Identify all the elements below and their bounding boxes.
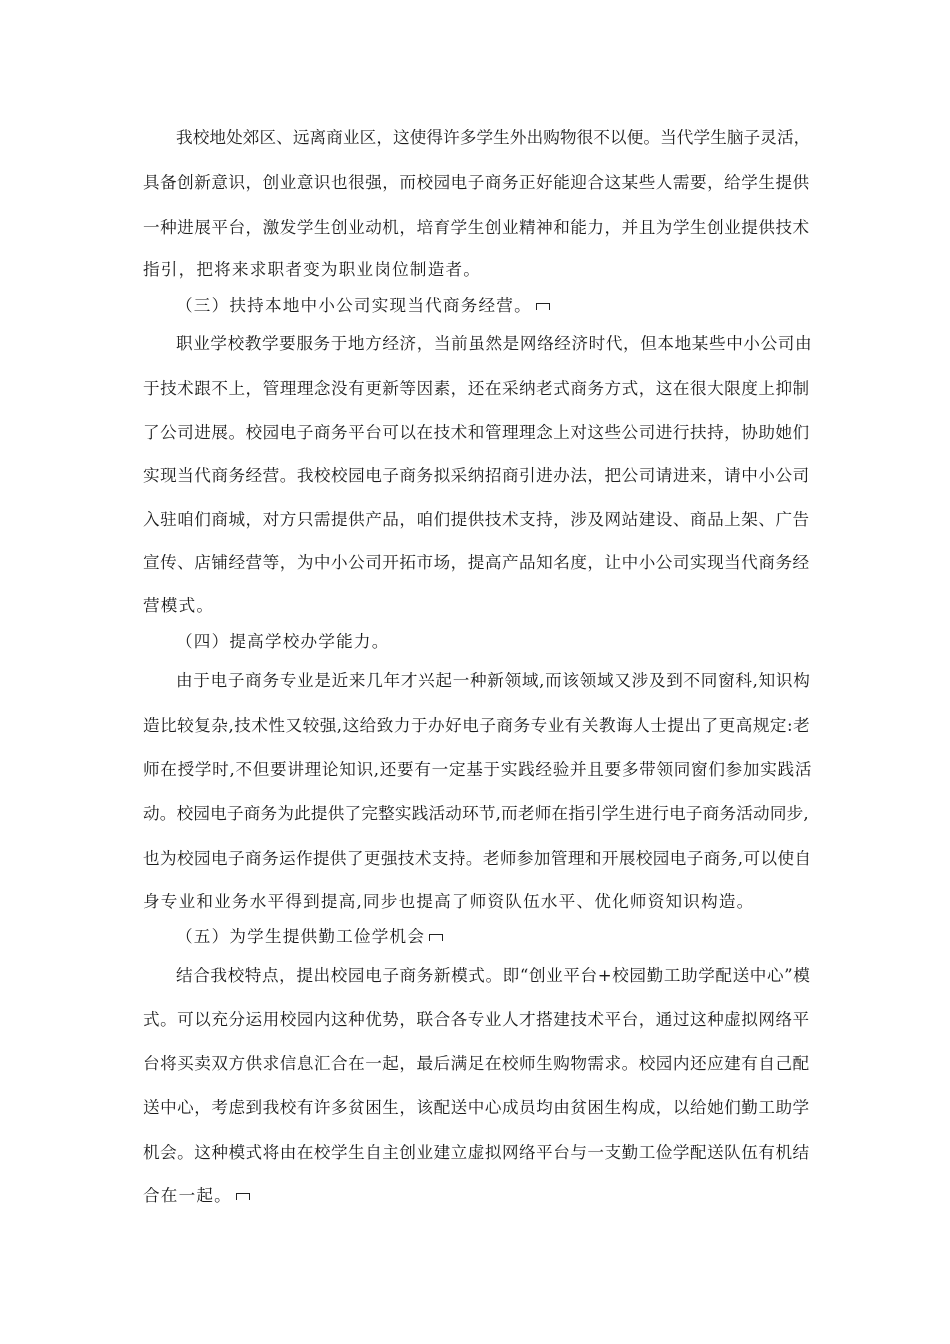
paragraph-line: 实现当代商务经营。我校校园电子商务拟采纳招商引进办法，把公司请进来，请中小公司 [143, 466, 810, 485]
paragraph-line: 机会。这种模式将由在校学生自主创业建立虚拟网络平台与一支勤工俭学配送队伍有机结 [143, 1143, 810, 1162]
paragraph-line: 由于电子商务专业是近来几年才兴起一种新领域,而该领域又涉及到不同窗科,知识构 [176, 671, 811, 690]
paragraph-line: 身专业和业务水平得到提高,同步也提高了师资队伍水平、优化师资知识构造。 [143, 892, 755, 911]
section-heading-5 [176, 927, 443, 947]
paragraph-line: 动。校园电子商务为此提供了完整实践活动环节,而老师在指引学生进行电子商务活动同步, [143, 804, 809, 823]
paragraph-mark-icon [536, 303, 550, 310]
paragraph-line: 式。可以充分运用校园内这种优势，联合各专业人才搭建技术平台，通过这种虚拟网络平 [143, 1010, 810, 1029]
paragraph-line: 于技术跟不上，管理理念没有更新等因素，还在采纳老式商务方式，这在很大限度上抑制 [143, 379, 810, 398]
paragraph-line: 结合我校特点，提出校园电子商务新模式。即“创业平台+校园勤工助学配送中心”模 [176, 966, 811, 985]
paragraph-line: 台将买卖双方供求信息汇合在一起，最后满足在校师生购物需求。校园内还应建有自己配 [143, 1054, 810, 1073]
paragraph-line: 我校地处郊区、远离商业区，这使得许多学生外出购物很不以便。当代学生脑子灵活， [176, 128, 811, 147]
heading-text: （三）扶持本地中小公司实现当代商务经营。 [176, 296, 532, 315]
paragraph-line: 入驻咱们商城，对方只需提供产品，咱们提供技术支持，涉及网站建设、商品上架、广告 [143, 510, 810, 529]
paragraph-line: 了公司进展。校园电子商务平台可以在技术和管理理念上对这些公司进行扶持，协助她们 [143, 423, 810, 442]
paragraph-line: 具备创新意识，创业意识也很强，而校园电子商务正好能迎合这某些人需要，给学生提供 [143, 173, 810, 192]
paragraph-line: 送中心，考虑到我校有许多贫困生，该配送中心成员均由贫困生构成，以给她们勤工助学 [143, 1098, 810, 1117]
paragraph-line: 营模式。 [143, 596, 215, 615]
paragraph-line: 职业学校教学要服务于地方经济，当前虽然是网络经济时代，但本地某些中小公司由 [176, 334, 813, 353]
section-heading-4: （四）提高学校办学能力。 [176, 632, 390, 651]
paragraph-line: 也为校园电子商务运作提供了更强技术支持。老师参加管理和开展校园电子商务,可以使自 [143, 849, 812, 868]
line-text: 合在一起。 [143, 1186, 232, 1205]
heading-text: （五）为学生提供勤工俭学机会 [176, 927, 426, 946]
paragraph-line: 指引，把将来求职者变为职业岗位制造者。 [143, 260, 482, 279]
paragraph-mark-icon [429, 934, 443, 941]
paragraph-mark-icon [236, 1193, 250, 1200]
paragraph-line: 造比较复杂,技术性又较强,这给致力于办好电子商务专业有关教诲人士提出了更高规定:老 [143, 716, 811, 735]
paragraph-line [143, 1186, 250, 1206]
section-heading-3 [176, 296, 550, 316]
paragraph-line: 一种进展平台，激发学生创业动机，培育学生创业精神和能力，并且为学生创业提供技术 [143, 218, 810, 237]
paragraph-line: 宣传、店铺经营等，为中小公司开拓市场，提高产品知名度，让中小公司实现当代商务经 [143, 553, 810, 572]
paragraph-line: 师在授学时,不但要讲理论知识,还要有一定基于实践经验并且要多带领同窗们参加实践活 [143, 760, 813, 779]
